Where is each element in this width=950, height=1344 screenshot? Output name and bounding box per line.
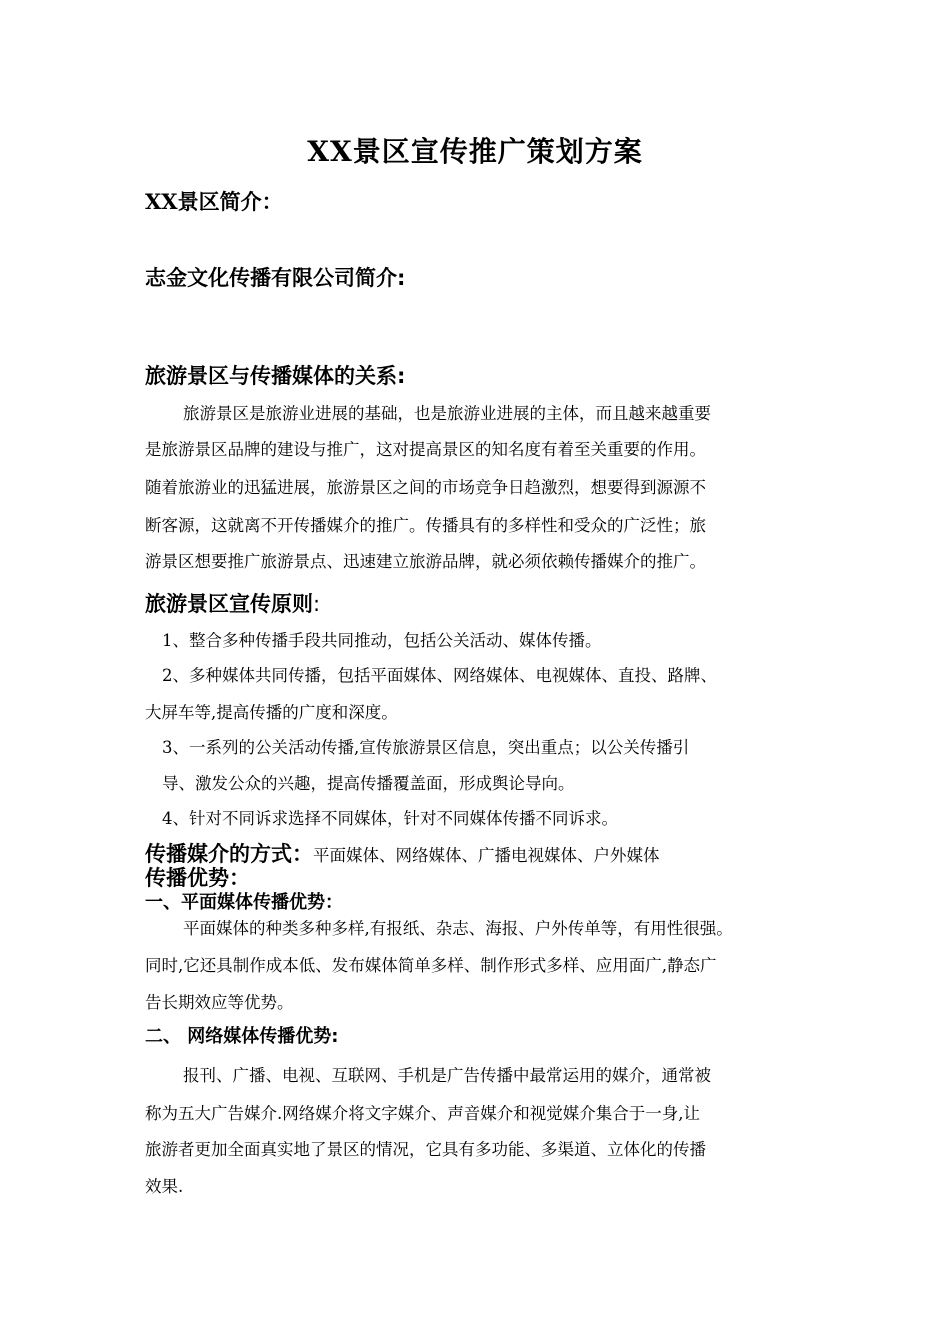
online-media-line-1: 报刊、广播、电视、互联网、手机是广告传播中最常运用的媒介，通常被 bbox=[183, 1066, 711, 1085]
principle-1: 1、整合多种传播手段共同推动，包括公关活动、媒体传播。 bbox=[162, 631, 602, 650]
online-media-heading: 二、 网络媒体传播优势: bbox=[145, 1026, 339, 1047]
relation-line-2: 是旅游景区品牌的建设与推广，这对提高景区的知名度有着至关重要的作用。 bbox=[145, 440, 706, 459]
principle-3-cont: 导、激发公众的兴趣，提高传播覆盖面，形成舆论导向。 bbox=[162, 774, 575, 793]
principle-3: 3、一系列的公关活动传播,宣传旅游景区信息，突出重点；以公关传播引 bbox=[162, 738, 690, 757]
online-media-line-2: 称为五大广告媒介.网络媒介将文字媒介、声音媒介和视觉媒介集合于一身,让 bbox=[145, 1104, 700, 1123]
online-media-line-4: 效果. bbox=[145, 1177, 184, 1196]
relation-line-4: 断客源，这就离不开传播媒介的推广。传播具有的多样性和受众的广泛性；旅 bbox=[145, 516, 706, 535]
company-heading: 志金文化传播有限公司简介: bbox=[145, 266, 406, 290]
online-media-line-3: 旅游者更加全面真实地了景区的情况，它具有多功能、多渠道、立体化的传播 bbox=[145, 1140, 706, 1159]
print-media-line-1: 平面媒体的种类多种多样,有报纸、杂志、海报、户外传单等，有用性很强。 bbox=[183, 919, 733, 938]
relation-line-1: 旅游景区是旅游业进展的基础，也是旅游业进展的主体，而且越来越重要 bbox=[183, 404, 711, 423]
principle-2: 2、多种媒体共同传播，包括平面媒体、网络媒体、电视媒体、直投、路牌、 bbox=[162, 666, 717, 685]
principle-2-cont: 大屏车等,提高传播的广度和深度。 bbox=[145, 703, 398, 722]
print-media-line-2: 同时,它还具制作成本低、发布媒体简单多样、制作形式多样、应用面广,静态广 bbox=[145, 956, 717, 975]
methods-text: 平面媒体、网络媒体、广播电视媒体、户外媒体 bbox=[313, 846, 660, 865]
print-media-heading: 一、平面媒体传播优势： bbox=[145, 892, 343, 913]
principles-heading-colon: : bbox=[313, 592, 321, 616]
relation-heading: 旅游景区与传播媒体的关系: bbox=[145, 364, 406, 388]
document-title: XX景区宣传推广策划方案 bbox=[307, 135, 643, 168]
relation-line-5: 游景区想要推广旅游景点、迅速建立旅游品牌，就必须依赖传播媒介的推广。 bbox=[145, 552, 706, 571]
print-media-line-3: 告长期效应等优势。 bbox=[145, 993, 294, 1012]
methods-heading-text: 传播媒介的方式： bbox=[145, 842, 313, 866]
advantages-heading: 传播优势： bbox=[145, 866, 250, 890]
principles-heading bbox=[145, 588, 320, 618]
principle-4: 4、针对不同诉求选择不同媒体，针对不同媒体传播不同诉求。 bbox=[162, 809, 618, 828]
principles-heading-text: 旅游景区宣传原则 bbox=[145, 592, 313, 616]
relation-line-3: 随着旅游业的迅猛进展，旅游景区之间的市场竞争日趋激烈，想要得到源源不 bbox=[145, 478, 706, 497]
intro-heading: XX景区简介： bbox=[145, 189, 283, 214]
